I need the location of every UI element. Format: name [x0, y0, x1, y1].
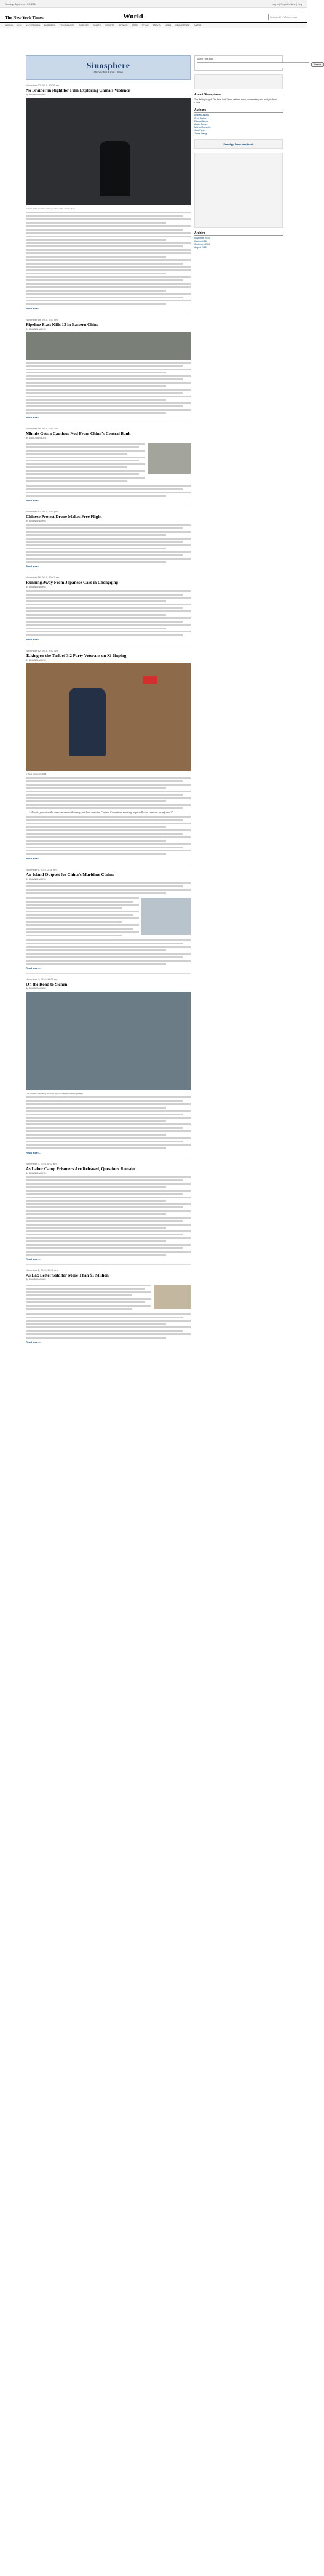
archive-link[interactable]: August 2010	[194, 246, 207, 249]
post-title[interactable]: Running Away From Japanese Cars in Chongqing	[26, 580, 118, 585]
blog-post	[26, 868, 191, 975]
blog-subtitle: Dispatches From China	[93, 71, 123, 74]
nav-item[interactable]: AUTOS	[194, 24, 202, 26]
photo-caption: The entrance of a saving company sign in an English speaking village.	[26, 1092, 84, 1095]
nav-item[interactable]: WORLD	[5, 24, 14, 26]
nav-item[interactable]: OPINION	[118, 24, 128, 26]
photo-caption: Li Peng, pictured in 1998.	[26, 772, 47, 775]
post-quote: “How do you view the announcement that may not lead even the Central Committee meeting, especially the sessions on reforms?”	[26, 811, 191, 814]
post-byline[interactable]: By EDWARD WONG	[26, 877, 46, 880]
post-byline[interactable]: By EDWARD WONG	[26, 586, 46, 588]
post-photo	[148, 443, 191, 474]
blog-search-box	[194, 55, 322, 71]
person-figure	[69, 688, 106, 756]
nav-item[interactable]: BUSINESS	[44, 24, 55, 26]
person-figure	[100, 141, 130, 196]
post-byline[interactable]: By EDWARD WONG	[26, 658, 46, 661]
app-promo[interactable]: Free App From Handbook	[194, 139, 283, 149]
blog-search-button[interactable]: Search	[311, 62, 324, 67]
read-more-link[interactable]: Read more…	[26, 416, 41, 419]
post-title[interactable]: As Labor Camp Prisoners Are Released, Questions Remain	[26, 1166, 135, 1171]
blog-search-input[interactable]	[197, 62, 309, 68]
post-date: November 8, 2010, 2:46 pm	[26, 867, 57, 871]
post-photo	[26, 992, 191, 1090]
author-link[interactable]: Edward Wong	[194, 120, 208, 122]
post-title[interactable]: Minnie Gets a Cautious Nod From China’s Central Bank	[26, 431, 131, 436]
blog-post	[26, 510, 191, 573]
about-text: The Beijing blog of The New York Times delivers news, commentary and analysis from China.	[194, 98, 277, 104]
post-title[interactable]: As Lax Letter Sold for More Than $1 Million	[26, 1273, 109, 1278]
sidebar	[194, 55, 322, 249]
site-logo[interactable]: The New York Times	[5, 15, 44, 20]
blog-post	[26, 649, 191, 864]
post-title[interactable]: An Island Outpost for China’s Maritime Claims	[26, 872, 114, 877]
post-photo	[26, 663, 191, 771]
nav-item[interactable]: JOBS	[165, 24, 172, 26]
author-link[interactable]: Chris Buckley	[194, 117, 208, 119]
post-title[interactable]: Chinese Protest Drone Makes Free Flight	[26, 514, 102, 519]
post-title[interactable]: On the Road to Sichen	[26, 982, 68, 987]
nav-item[interactable]: TRAVEL	[152, 24, 162, 26]
read-more-link[interactable]: Read more…	[26, 637, 41, 641]
post-title[interactable]: Pipeline Blast Kills 13 in Eastern China	[26, 322, 99, 327]
blog-title: Sinosphere	[86, 61, 130, 71]
author-link[interactable]: Austin Ramzy	[194, 123, 208, 126]
post-date: November 18, 2010, 6:00 am	[26, 427, 58, 430]
blog-post	[26, 1269, 191, 1344]
nav-item[interactable]: SCIENCE	[79, 24, 89, 26]
archive-link[interactable]: September 2010	[194, 243, 210, 245]
nav-item[interactable]: U.S.	[17, 24, 22, 26]
post-date: November 22, 2010, 10:20 am	[26, 84, 60, 87]
read-more-link[interactable]: Read more…	[26, 306, 41, 310]
post-date: November 3, 2010, 6:57 am	[26, 1162, 57, 1165]
read-more-link[interactable]: Read more…	[26, 565, 41, 568]
post-date: November 16, 2010, 10:41 am	[26, 576, 60, 579]
nav-item[interactable]: SPORTS	[105, 24, 114, 26]
read-more-link[interactable]: Read more…	[26, 498, 41, 502]
post-byline[interactable]: By EDWARD WONG	[26, 94, 46, 96]
about-heading: About Sinosphere	[194, 93, 283, 97]
post-byline[interactable]: By EDWARD WONG	[26, 1278, 46, 1281]
read-more-link[interactable]: Read more…	[26, 1150, 41, 1154]
nav-item[interactable]: TECHNOLOGY	[59, 24, 75, 26]
blog-banner[interactable]	[26, 55, 191, 80]
flag	[143, 676, 157, 684]
nav-item[interactable]: N.Y. / REGION	[25, 24, 40, 26]
section-title[interactable]: World	[123, 12, 143, 20]
top-utility-bar	[0, 0, 307, 8]
post-byline[interactable]: By EDWARD WONG	[26, 519, 46, 522]
post-date: November 4, 2010, 11:00 am	[26, 978, 58, 981]
post-title[interactable]: No Brainer in Right for Film Exploring China’s Violence	[26, 88, 130, 93]
post-byline[interactable]: By EDWARD WONG	[26, 987, 46, 990]
blog-post	[26, 318, 191, 424]
post-date: November 19, 2010, 9:07 pm	[26, 317, 58, 321]
post-photo	[26, 332, 191, 360]
read-more-link[interactable]: Read more…	[26, 856, 41, 860]
post-date: November 1, 2010, 10:45 am	[26, 1269, 58, 1272]
post-date: November 17, 2010, 5:04 pm	[26, 509, 58, 513]
post-byline[interactable]: By DAVID BARBOZA	[26, 437, 47, 439]
sidebar-ad[interactable]	[194, 74, 283, 89]
archive-link[interactable]: October 2010	[194, 240, 208, 242]
post-photo	[141, 898, 191, 935]
author-link[interactable]: Jimmy Wang	[194, 132, 207, 135]
photo-caption: A photo of the filmmaker at the premiere of his documentary.	[26, 207, 76, 210]
post-title[interactable]: Taking on the Task of 3.2 Party Veterans on Xi Jinping	[26, 653, 127, 658]
post-byline[interactable]: By EDWARD WONG	[26, 327, 46, 330]
blog-post	[26, 576, 191, 645]
authors-heading: Authors	[194, 108, 283, 113]
nav-item[interactable]: REAL ESTATE	[175, 24, 190, 26]
blog-post	[26, 978, 191, 1158]
blog-search-label: Search This Blog	[197, 58, 213, 60]
post-photo	[154, 1285, 191, 1309]
author-link[interactable]: Michael Forsythe	[194, 126, 211, 129]
blog-post	[26, 427, 191, 506]
blog-post	[26, 84, 191, 314]
site-search-input[interactable]	[268, 14, 302, 20]
sidebar-ad-large[interactable]	[194, 153, 283, 228]
author-link[interactable]: Andrew Jacobs	[194, 114, 209, 116]
read-more-link[interactable]: Read more…	[26, 967, 41, 970]
section-nav	[0, 23, 307, 28]
blog-main-column	[26, 55, 191, 1345]
archive-link[interactable]: November 2010	[194, 237, 210, 239]
author-link[interactable]: Jane Perlez	[194, 129, 206, 132]
blog-post	[26, 1162, 191, 1266]
read-more-link[interactable]: Read more…	[26, 1340, 41, 1344]
archive-heading: Archive	[194, 231, 283, 236]
nav-item[interactable]: ARTS	[132, 24, 138, 26]
current-date: Sunday, September 25, 2011	[5, 2, 37, 6]
post-date: November 12, 2010, 8:51 am	[26, 648, 58, 652]
read-more-link[interactable]: Read more…	[26, 1258, 41, 1261]
nav-item[interactable]: HEALTH	[92, 24, 101, 26]
nav-item[interactable]: STYLE	[141, 24, 149, 26]
account-links[interactable]: Log In | Register Now | Help	[272, 2, 302, 6]
post-photo	[26, 98, 191, 205]
post-byline[interactable]: By EDWARD WONG	[26, 1171, 46, 1174]
masthead	[0, 8, 307, 23]
